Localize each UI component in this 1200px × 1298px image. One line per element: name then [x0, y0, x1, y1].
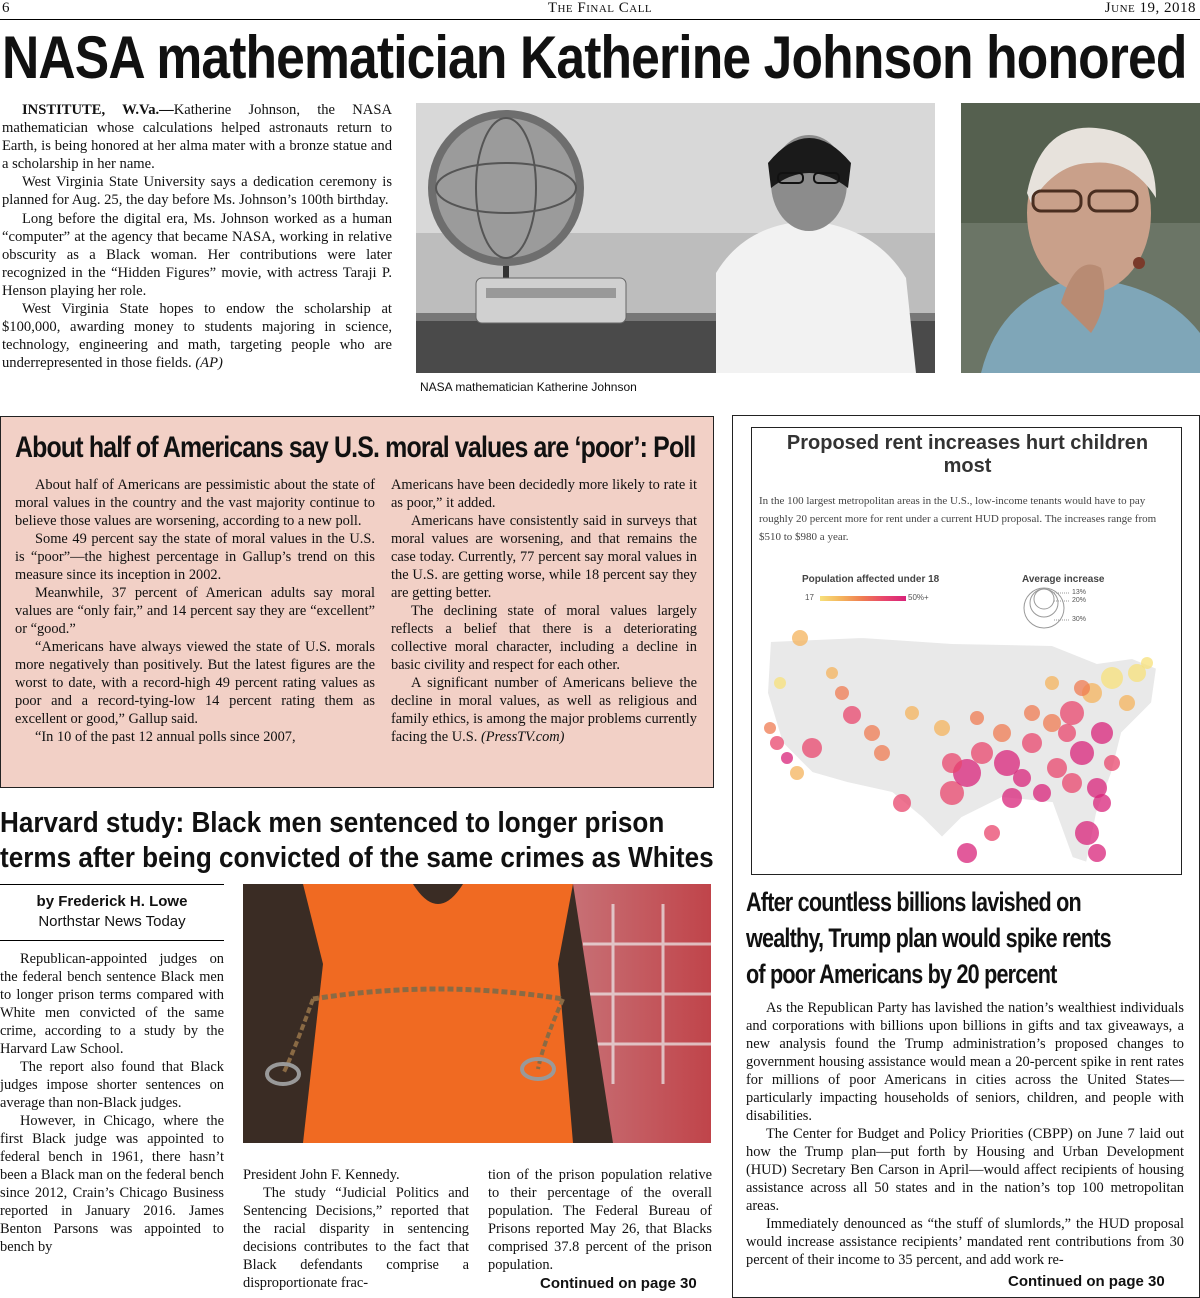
- map-title: [752, 432, 1183, 478]
- map-dot: [874, 745, 890, 761]
- credit: (AP): [195, 355, 223, 372]
- harvard-paragraph: President John F. Kennedy.: [243, 1167, 400, 1183]
- map-dot: [1075, 821, 1099, 845]
- poll-paragraph: The declining state of moral values largely reflects a belief that there is a deteriorating collective moral character, including a decline in basic civility and respect for each other.: [391, 603, 697, 673]
- harvard-paragraph: The report also found that Black judges impose shorter sentences on average than non-Black judges.: [0, 1059, 224, 1111]
- rent-map-graphic: [751, 427, 1182, 875]
- map-dot: [934, 720, 950, 736]
- map-dot: [1022, 733, 1042, 753]
- map-dot: [802, 738, 822, 758]
- legend-size-title: Average increase: [1022, 574, 1105, 585]
- poll-paragraph: Meanwhile, 37 percent of American adults say moral values are “only fair,” and 14 percent say they are “excellent” or “good.”: [15, 585, 375, 637]
- harvard-continued-link[interactable]: Continued on page 30: [540, 1275, 697, 1292]
- us-map: [752, 623, 1183, 873]
- map-dot: [1074, 680, 1090, 696]
- map-dot: [764, 722, 776, 734]
- legend-color-ramp: [820, 596, 906, 601]
- harvard-paragraph: tion of the prison population relative to their percentage of the overall population. The Federal Bureau of Prisons reported May 26, that Blacks comprised 37.8 percent of the prison population.: [488, 1167, 712, 1273]
- poll-column-2: [391, 476, 697, 746]
- harvard-headline-line: Harvard study: Black men sentenced to longer prison: [0, 807, 665, 839]
- harvard-column-2: [243, 1166, 469, 1292]
- map-dot: [1119, 695, 1135, 711]
- trump-paragraph: As the Republican Party has lavished the nation’s wealthiest individuals and corporations with billions upon billions in gifts and tax giveaways, a new analysis found the Trump administration’s proposed changes to government housing assistance would mean a 20-percent spike in rent rates for millions of poor Americans in cities across the United States—particularly impacting households of seniors, children, and people with disabilities.: [746, 1000, 1184, 1124]
- main-headline: NASA mathematician Katherine Johnson honored: [2, 24, 1187, 91]
- map-dot: [984, 825, 1000, 841]
- map-title-line: most: [943, 455, 992, 477]
- main-article-body: [2, 101, 392, 372]
- harvard-column-3: [488, 1166, 712, 1274]
- main-paragraph: West Virginia State University says a dedication ceremony is planned for Aug. 25, the day before Ms. Johnson’s 100th birthday.: [2, 174, 392, 209]
- map-dot: [1013, 769, 1031, 787]
- byline: by Frederick H. Lowe: [36, 893, 188, 910]
- map-dot: [942, 753, 962, 773]
- map-dot: [1087, 778, 1107, 798]
- poll-paragraph: “Americans have always viewed the state of U.S. morals more negatively than positively. But the latest figures are the worst to date, with a record-high 49 percent rating values as poor and a record-tying-low 14 percent rating them as excellent or good,” Gallup said.: [15, 639, 375, 727]
- byline-rule-top: [0, 884, 224, 885]
- map-dot: [1033, 784, 1051, 802]
- map-dot: [1060, 701, 1084, 725]
- trump-headline: [746, 884, 1111, 992]
- byline-rule-bottom: [0, 940, 224, 941]
- harvard-column-1: [0, 950, 224, 1256]
- map-dot: [843, 706, 861, 724]
- trump-article-body: [746, 999, 1184, 1269]
- map-dot: [774, 677, 786, 689]
- dateline: INSTITUTE, W.Va.—: [22, 102, 174, 118]
- trump-continued-link[interactable]: Continued on page 30: [1008, 1273, 1165, 1290]
- map-dot: [790, 766, 804, 780]
- portrait-illustration: [961, 103, 1200, 373]
- prisoner-illustration: [243, 884, 711, 1143]
- map-dot: [1058, 724, 1076, 742]
- byline-source: Northstar News Today: [38, 913, 186, 930]
- issue-date: June 19, 2018: [1104, 0, 1196, 16]
- harvard-paragraph: The study “Judicial Politics and Sentencing Decisions,” reported that the racial disparity in sentencing decisions contributes to the fact that Black defendants comprise a disproportionate frac-: [243, 1185, 469, 1291]
- poll-paragraph: Americans have consistently said in surveys that moral values are worsening, and that remains the case today. Currently, 77 percent say moral values in the U.S. are getting worse, while 18 percent say they are getting better.: [391, 513, 697, 601]
- map-dot: [905, 706, 919, 720]
- map-dot: [781, 752, 793, 764]
- page-number: 6: [2, 0, 10, 16]
- poll-headline: About half of Americans say U.S. moral values are ‘poor’: Poll: [15, 431, 696, 464]
- harvard-headline: [0, 806, 714, 876]
- legend-min: 17: [805, 593, 814, 602]
- poll-paragraph: About half of Americans are pessimistic about the state of moral values in the country and the vast majority continue to believe those values are worsening, according to a new poll.: [15, 477, 375, 529]
- map-dot: [1002, 788, 1022, 808]
- main-paragraph: Long before the digital era, Ms. Johnson worked as a human “computer” at the agency that became NASA, working in relative obscurity as a Black woman. Her contributions were later recognized in the “Hidden Figures” movie, with actress Taraji P. Henson playing her role.: [2, 210, 392, 299]
- map-dot: [1104, 755, 1120, 771]
- poll-paragraph: Some 49 percent say the state of moral values in the U.S. is “poor”—the highest percentage in Gallup’s trend on this measure since its inception in 2002.: [15, 531, 375, 583]
- harvard-headline-line: terms after being convicted of the same crimes as Whites: [0, 842, 714, 874]
- map-dot: [826, 667, 838, 679]
- map-dot: [993, 724, 1011, 742]
- trump-headline-line: of poor Americans by 20 percent: [746, 959, 1057, 989]
- map-dot: [1043, 714, 1061, 732]
- map-dot: [1024, 705, 1040, 721]
- trump-paragraph: Immediately denounced as “the stuff of slumlords,” the HUD proposal would increase assistance recipients’ mandated rent contributions from 30 percent of their income to 35 percent, and add work re-: [746, 1216, 1184, 1268]
- map-dot: [1091, 722, 1113, 744]
- katherine-johnson-portrait-photo: [961, 103, 1200, 373]
- size-label-30: 30%: [1072, 616, 1087, 623]
- map-dot: [792, 630, 808, 646]
- size-label-13: 13%: [1072, 589, 1087, 596]
- trump-headline-line: After countless billions lavished on: [746, 887, 1081, 917]
- poll-column-1: [15, 476, 375, 746]
- map-description: In the 100 largest metropolitan areas in the U.S., low-income tenants would have to pay roughly 20 percent more for rent under a current HUD proposal. The increases range from $510 to $980 a year.: [759, 495, 1157, 543]
- map-dot: [1141, 657, 1153, 669]
- map-dot: [971, 742, 993, 764]
- map-dot: [770, 736, 784, 750]
- katherine-johnson-historic-photo: [416, 103, 935, 373]
- map-dot: [1070, 741, 1094, 765]
- poll-paragraph: Americans have been decidedly more likely to rate it as poor,” it added.: [391, 477, 697, 511]
- map-dot: [970, 711, 984, 725]
- poll-paragraph: A significant number of Americans believe the decline in moral values, as well as religious and family ethics, is among the major problems currently facing the U.S. (PressTV.com): [391, 675, 697, 745]
- main-paragraph: West Virginia State hopes to endow the scholarship at $100,000, awarding money to students majoring in science, technology, engineering and math, targeting people who are underrepresented in those fields. (AP): [2, 301, 392, 372]
- main-paragraph: INSTITUTE, W.Va.—Katherine Johnson, the NASA mathematician whose calculations helped astronauts return to Earth, is being honored at her alma mater with a bronze statue and a scholarship in her name.: [2, 102, 392, 173]
- map-title-line: Proposed rent increases hurt children: [786, 432, 1149, 454]
- trump-headline-line: wealthy, Trump plan would spike rents: [746, 923, 1111, 953]
- map-dot: [1045, 676, 1059, 690]
- size-label-20: 20%: [1072, 597, 1087, 604]
- map-dot: [835, 686, 849, 700]
- photo-caption: NASA mathematician Katherine Johnson: [420, 380, 637, 394]
- byline-block: [0, 892, 224, 932]
- map-dot: [1062, 773, 1082, 793]
- map-dot: [893, 794, 911, 812]
- running-header: [0, 0, 1200, 20]
- legend-max: 50%+: [908, 593, 929, 602]
- credit: (PressTV.com): [480, 729, 565, 745]
- trump-paragraph: The Center for Budget and Policy Priorities (CBPP) on June 7 laid out how the Trump plan—put forth by Housing and Urban Development (HUD) Secretary Ben Carson in April—would affect recipients of housing assistance across all 50 states and in the nation’s top 100 metropolitan areas.: [746, 1126, 1184, 1214]
- photo-illustration: [416, 103, 935, 373]
- map-dot: [1101, 667, 1123, 689]
- legend-color-title: Population affected under 18: [802, 574, 940, 585]
- prisoner-photo: [243, 884, 711, 1143]
- map-dot: [957, 843, 977, 863]
- publication-name: The Final Call: [547, 0, 653, 16]
- map-dot: [1088, 844, 1106, 862]
- harvard-paragraph: However, in Chicago, where the first Black judge was appointed to federal bench in 1961, there hasn’t been a Black man on the federal bench since 2012, Crain’s Chicago Business reported in January 2016. James Benton Parsons was appointed to bench by: [0, 1113, 224, 1255]
- poll-paragraph: “In 10 of the past 12 annual polls since 2007,: [35, 729, 296, 745]
- harvard-paragraph: Republican-appointed judges on the federal bench sentence Black men to longer prison terms compared with White men convicted of the same crime, according to a study by the Harvard Law School.: [0, 951, 224, 1057]
- map-dot: [1047, 758, 1067, 778]
- map-dot: [864, 725, 880, 741]
